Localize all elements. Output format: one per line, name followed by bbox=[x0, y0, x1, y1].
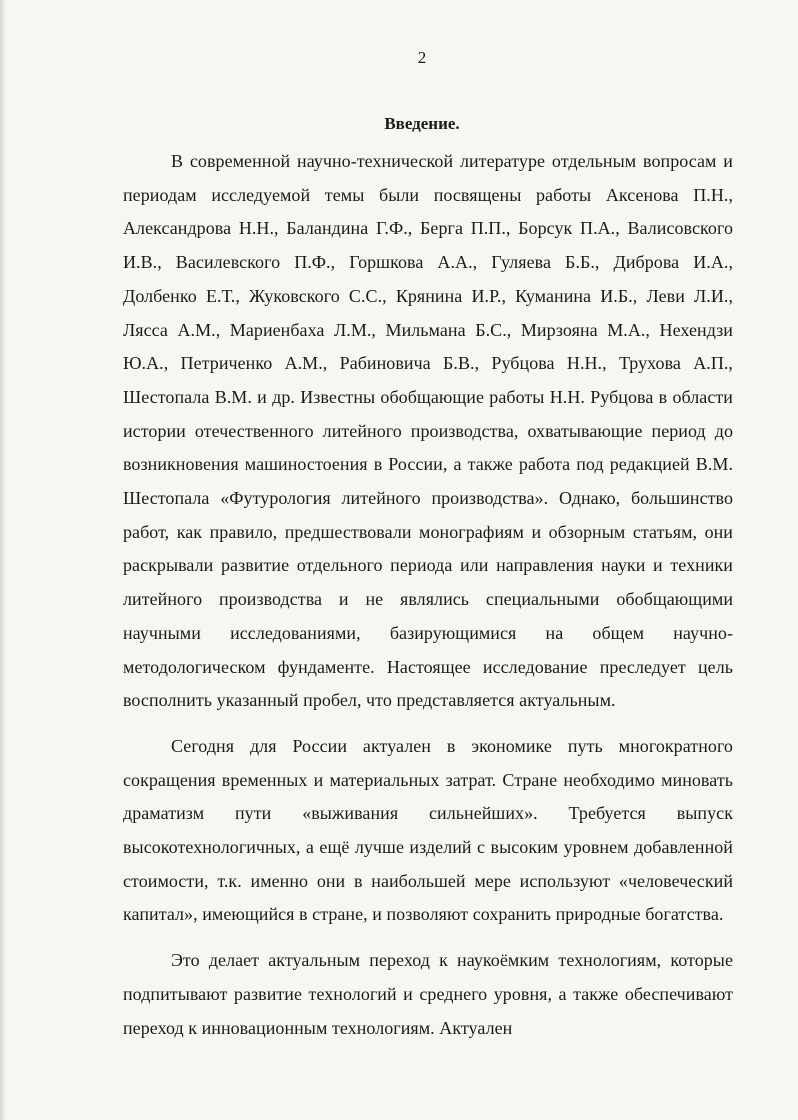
scan-edge-shadow bbox=[0, 0, 6, 1120]
paragraph-economy: Сегодня для России актуален в экономике путь многократного сокращения временных и материальных затрат. Стране необходимо миновать драматизм пути «выживания сильнейших». Требуется выпуск высокотехнологичных, а ещё лучше изделий с высоким уровнем добавленной стоимости, т.к. именно они в наибольшей мере используют «человеческий капитал», имеющийся в стране, и позволяют сохранить природные богатства. bbox=[123, 735, 733, 925]
paragraph-technologies: Это делает актуальным переход к наукоёмким технологиям, которые подпитывают развитие технологий и среднего уровня, а также обеспечивают переход к инновационным технологиям. Актуален bbox=[123, 950, 733, 1038]
body-text bbox=[123, 145, 733, 1045]
paragraph-literature-review: В современной научно-технической литературе отдельным вопросам и периодам исследуемой темы были посвящены работы Аксенова П.Н., Александрова Н.Н., Баландина Г.Ф., Берга П.П., Борсук П.А., Валисовского И.В., Василевского П.Ф., Горшкова А.А., Гуляева Б.Б., Диброва И.А., Долбенко Е.Т., Жуковского С.С., Крянина И.Р., Куманина И.Б., Леви Л.И., Лясса А.М., Мариенбаха Л.М., Мильмана Б.С., Мирзояна М.А., Нехендзи Ю.А., Петриченко А.М., Рабиновича Б.В., Рубцова Н.Н., Трухова А.П., Шестопала В.М. и др. Известны обобщающие работы Н.Н. Рубцова в области истории отечественного литейного производства, охватывающие период до возникновения машиностоения в России, а также работа под редакцией В.М. Шестопала «Футурология литейного производства». Однако, большинство работ, как правило, предшествовали монографиям и обзорным статьям, они раскрывали развитие отдельного периода или направления науки и техники литейного производства и не являлись специальными обобщающими научными исследованиями, базирующимися на общем научно-методологическом фундаменте. Настоящее исследование преследует цель восполнить указанный пробел, что представляется актуальным. bbox=[123, 151, 733, 711]
section-heading: Введение. bbox=[384, 114, 460, 133]
page-number: 2 bbox=[417, 48, 427, 67]
